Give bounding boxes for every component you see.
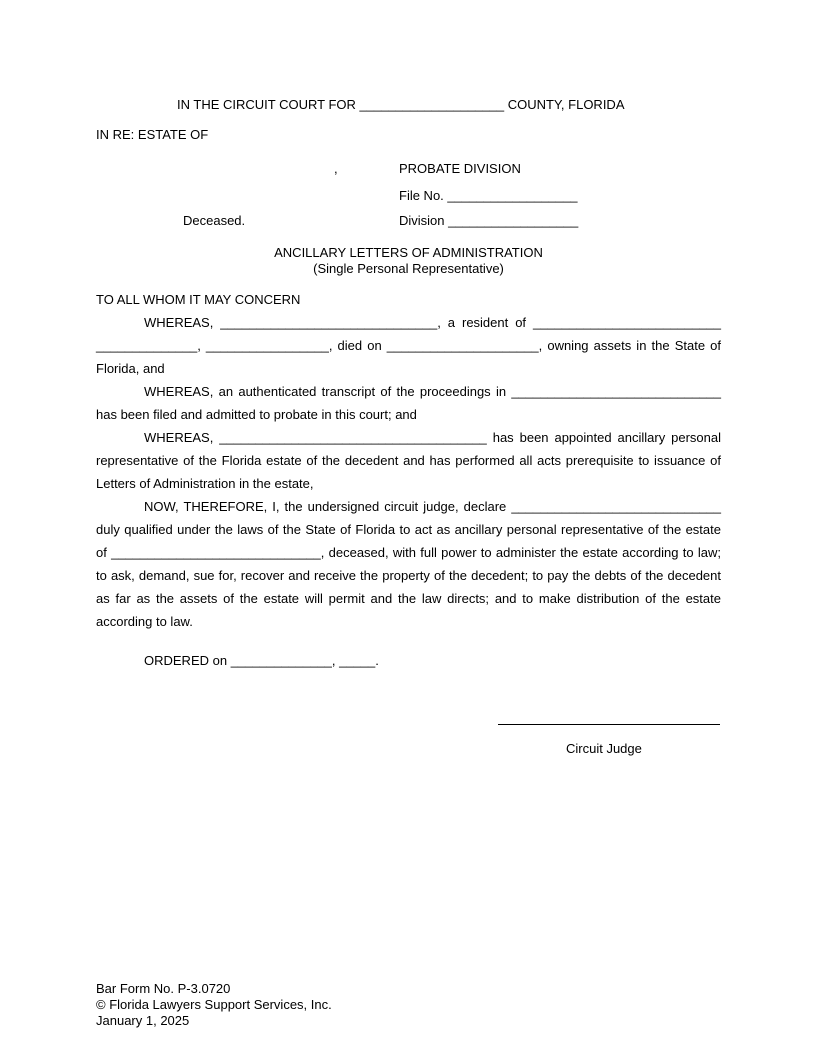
probate-division: PROBATE DIVISION bbox=[399, 161, 521, 176]
footer-copyright: © Florida Lawyers Support Services, Inc. bbox=[96, 997, 332, 1012]
salutation: TO ALL WHOM IT MAY CONCERN bbox=[96, 292, 301, 307]
ordered-line: ORDERED on ______________, _____. bbox=[144, 653, 379, 668]
signature-line bbox=[498, 724, 720, 725]
footer-date: January 1, 2025 bbox=[96, 1013, 190, 1028]
in-re-label: IN RE: ESTATE OF bbox=[96, 127, 209, 142]
division-field: Division __________________ bbox=[399, 213, 579, 228]
whereas-appointed-text: WHEREAS, _____________________________________ has been appointed ancillary personal representative of the Florida estate of the decedent and has performed all acts prerequisite to issuance of Letters of Administration in the estate, bbox=[96, 430, 721, 491]
footer-form-no: Bar Form No. P-3.0720 bbox=[96, 981, 231, 996]
now-therefore-text: NOW, THEREFORE, I, the undersigned circuit judge, declare _____________________________ duly qualified under the laws of the State of Florida to act as ancillary personal representative of the estate of _____________________________, deceased, with full power to administer the estate according to law; to ask, demand, sue for, recover and receive the property of the decedent; to pay the debts of the decedent as far as the assets of the estate will permit and the law directs; and to make distribution of the estate according to law. bbox=[96, 499, 721, 629]
deceased-label: Deceased. bbox=[183, 213, 246, 228]
document-subtitle: (Single Personal Representative) bbox=[313, 261, 504, 276]
whereas-resident-paragraph bbox=[96, 311, 721, 380]
court-line: IN THE CIRCUIT COURT FOR ____________________ COUNTY, FLORIDA bbox=[177, 97, 625, 112]
whereas-transcript-text: WHEREAS, an authenticated transcript of the proceedings in _____________________________ has been filed and admitted to probate in this court; and bbox=[96, 384, 721, 422]
document-title: ANCILLARY LETTERS OF ADMINISTRATION bbox=[274, 245, 543, 260]
caption-comma: , bbox=[334, 161, 338, 176]
file-no: File No. __________________ bbox=[399, 188, 578, 203]
whereas-appointed-paragraph bbox=[96, 426, 721, 495]
now-therefore-paragraph bbox=[96, 495, 721, 633]
whereas-resident-text: WHEREAS, ______________________________, a resident of __________________________ ______________, _________________, died on _____________________, owning assets in the State of Florida, and bbox=[96, 315, 721, 376]
whereas-transcript-paragraph bbox=[96, 380, 721, 426]
signature-label: Circuit Judge bbox=[566, 741, 642, 756]
